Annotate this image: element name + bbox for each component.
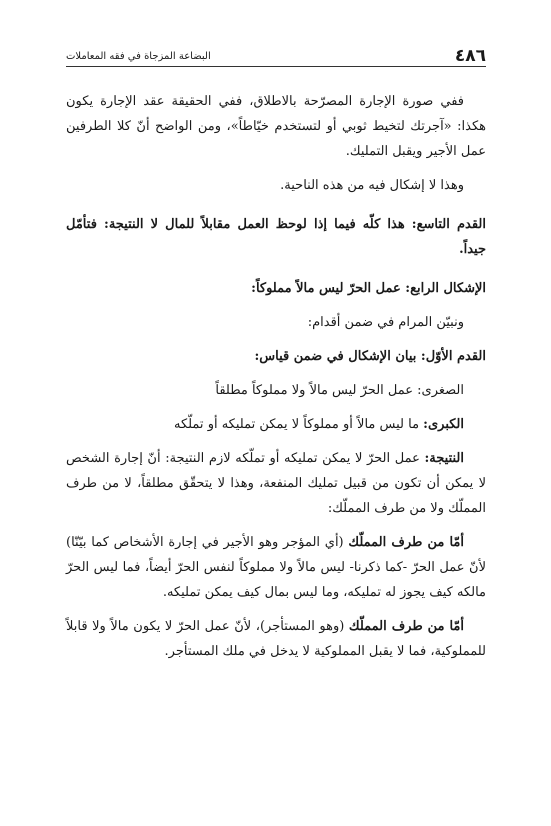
page-header [66,44,486,67]
paragraph-step-one: القدم الأوّل: بيان الإشكال في ضمن قياس: [254,349,486,364]
paragraph-owner-side: أمّا من طرف المملّك (أي المؤجر وهو الأجير في إجارة الأشخاص كما بيّنّا) لأنّ عمل الحرّ -كما ذكرنا- ليس مالاً ولا مملوكاً لنفس الحرّ أيضاً، فما ليس الحرّ مالكه كيف يجوز له تمليكه، وما ليس بمال كيف يمكن تمليكه. [66,535,486,600]
paragraph-conclusion: النتيجة: عمل الحرّ لا يمكن تمليكه أو تملّكه لازم النتيجة: أنّ إجارة الشخص لا يمكن أن تكون من قبيل تمليك المنفعة، وهذا لا يتحقّق مطلقاً، لا من طرف المملّك ولا من طرف المملّك: [66,451,486,516]
paragraph-step-nine: القدم التاسع: هذا كلّه فيما إذا لوحظ العمل مقابلاً للمال لا النتيجة: فتأمّل جيداً. [66,217,486,257]
paragraph-1: ففي صورة الإجارة المصرّحة بالاطلاق، ففي الحقيقة عقد الإجارة يكون هكذا: «آجرتك لتخيط ثوبي أو لتستخدم خيّاطاً»، ومن الواضح أنّ كلا الطرفين عمل الأجير ويقبل التمليك. [66,94,486,159]
book-page [66,44,486,673]
paragraph-steps-intro: ونبيّن المرام في ضمن أقدام: [307,315,464,330]
page-number: ٤٨٦ [454,46,486,66]
paragraph-fourth-problem: الإشكال الرابع: عمل الحرّ ليس مالاً مملوكاً: [251,281,486,296]
running-title: البضاعة المزجاة في فقه المعاملات [66,51,211,62]
paragraph-hirer-side: أمّا من طرف المملّك (وهو المستأجر)، لأنّ عمل الحرّ لا يكون مالاً ولا قابلاً للمملوكية، فما لا يقبل المملوكية لا يدخل في ملك المستأجر. [66,619,486,659]
paragraph-2: وهذا لا إشكال فيه من هذه الناحية. [280,178,464,193]
paragraph-major-premise: الكبرى: ما ليس مالاً أو مملوكاً لا يمكن تمليكه أو تملّكه [173,417,464,432]
paragraph-minor-premise: الصغرى: عمل الحرّ ليس مالاً ولا مملوكاً مطلقاً [215,383,464,398]
